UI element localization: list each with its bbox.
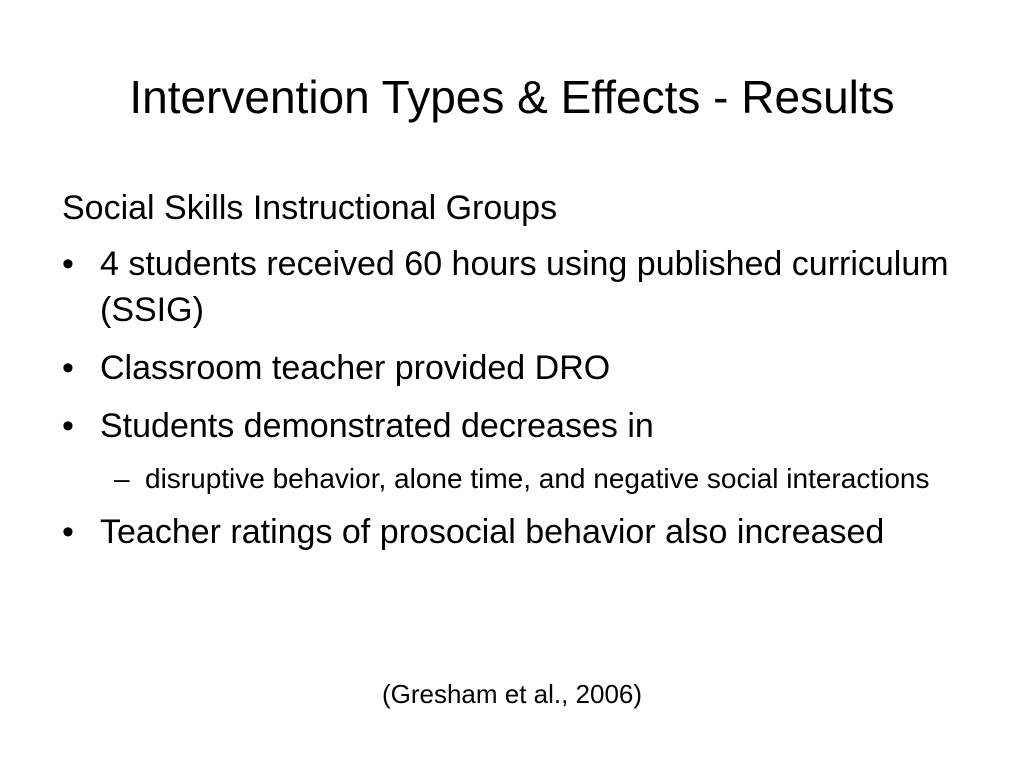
bullet-symbol: • — [62, 349, 74, 387]
bullet-item — [62, 241, 962, 333]
bullet-text: Students demonstrated decreases in — [100, 407, 654, 445]
sub-bullet-text: disruptive behavior, alone time, and negative social interactions — [145, 463, 930, 494]
bullet-text: 4 students received 60 hours using published curriculum (SSIG) — [100, 245, 949, 329]
sub-bullet-symbol: – — [114, 463, 130, 494]
bullet-symbol: • — [62, 513, 74, 551]
citation: (Gresham et al., 2006) — [381, 679, 643, 709]
bullet-symbol: • — [62, 245, 74, 283]
bullet-item — [62, 403, 962, 449]
bullet-text: Teacher ratings of prosocial behavior also increased — [100, 513, 885, 551]
bullet-item — [62, 345, 962, 391]
slide-title: Intervention Types & Effects - Results — [129, 71, 895, 123]
sub-bullet-item — [62, 459, 962, 499]
bullet-symbol: • — [62, 407, 74, 445]
bullet-text: Classroom teacher provided DRO — [100, 349, 611, 387]
slide-body — [62, 185, 962, 567]
section-heading: Social Skills Instructional Groups — [62, 189, 558, 227]
bullet-item — [62, 509, 962, 555]
